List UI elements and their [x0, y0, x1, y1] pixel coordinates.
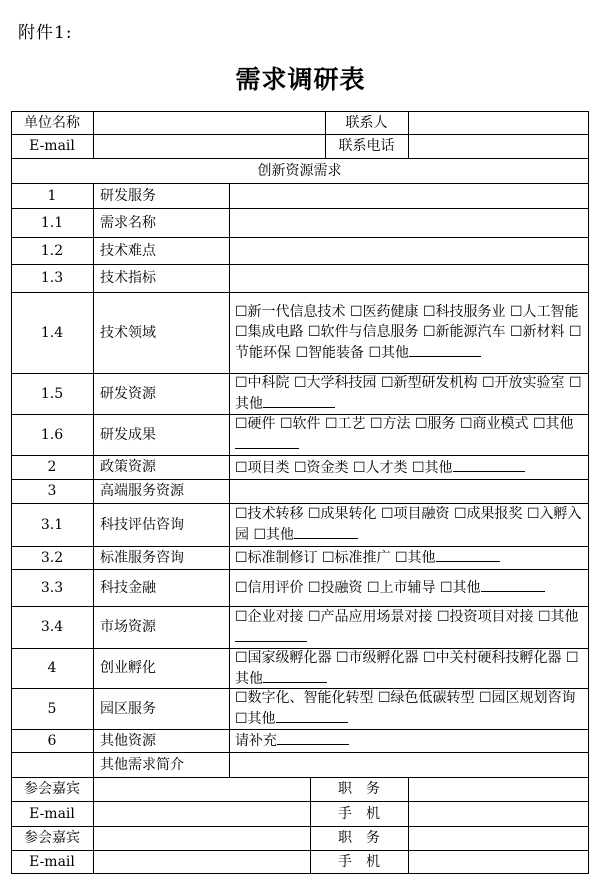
- row-options[interactable]: ☐国家级孵化器 ☐市级孵化器 ☐中关村硬科技孵化器 ☐其他: [235, 649, 579, 687]
- table-rule: [588, 292, 589, 373]
- row-content[interactable]: [229, 752, 588, 777]
- row-number: 1.6: [40, 426, 64, 443]
- table-rule: [588, 688, 589, 729]
- row-number: 6: [47, 732, 57, 749]
- row-number: 1.1: [40, 214, 64, 231]
- row-content[interactable]: [229, 569, 588, 606]
- row-content[interactable]: [229, 373, 588, 414]
- row-label: 需求名称: [100, 214, 156, 231]
- row-label: 其他资源: [100, 732, 156, 749]
- row-content[interactable]: [229, 503, 588, 546]
- row-label: 研发服务: [100, 187, 156, 204]
- row-number: 4: [47, 660, 57, 676]
- row-label: 科技金融: [100, 579, 156, 596]
- row-options[interactable]: 请补充: [235, 730, 349, 751]
- row-label: 技术难点: [100, 242, 156, 259]
- guest-field[interactable]: [93, 801, 310, 826]
- table-rule: [588, 648, 589, 688]
- row-content[interactable]: [229, 479, 588, 503]
- row-options[interactable]: ☐新一代信息技术 ☐医药健康 ☐科技服务业 ☐人工智能 ☐集成电路 ☐软件与信息服务 ☐新能源汽车 ☐新材料 ☐节能环保 ☐智能装备 ☐其他: [235, 304, 582, 361]
- post-field[interactable]: [408, 850, 588, 873]
- fill-in-blank[interactable]: [263, 668, 327, 683]
- row-number: 1.4: [40, 324, 64, 341]
- post-label: 手 机: [338, 805, 380, 822]
- page-title: 需求调研表: [235, 65, 366, 94]
- table-rule: [588, 606, 589, 648]
- row-number: 3: [47, 483, 57, 499]
- post-field[interactable]: [408, 777, 588, 801]
- row-content[interactable]: [229, 648, 588, 688]
- row-content[interactable]: [229, 546, 588, 569]
- contact-label: 联系人: [345, 114, 388, 131]
- post-field[interactable]: [408, 801, 588, 826]
- table-rule: [588, 729, 589, 752]
- table-rule: [588, 546, 589, 569]
- post-label: 职 务: [338, 781, 380, 797]
- row-label: 技术指标: [100, 270, 156, 286]
- row-content[interactable]: [229, 292, 588, 373]
- row-number: 3.2: [40, 549, 64, 566]
- fill-in-blank[interactable]: [436, 547, 500, 562]
- row-content[interactable]: [229, 264, 588, 292]
- row-content[interactable]: [229, 414, 588, 455]
- row-options[interactable]: ☐硬件 ☐软件 ☐工艺 ☐方法 ☐服务 ☐商业模式 ☐其他: [235, 414, 582, 455]
- row-options[interactable]: ☐标准制修订 ☐标准推广 ☐其他: [235, 547, 500, 568]
- row-number: 2: [47, 459, 57, 475]
- table-rule: [588, 503, 589, 546]
- email-label: E-mail: [29, 138, 75, 154]
- guest-label: E-mail: [29, 805, 75, 822]
- table-rule: [588, 826, 589, 850]
- phone-field[interactable]: [408, 134, 588, 158]
- guest-field[interactable]: [93, 850, 310, 873]
- table-rule: [588, 777, 589, 801]
- row-number: 3.1: [40, 516, 64, 533]
- table-rule: [588, 569, 589, 606]
- row-options[interactable]: ☐数字化、智能化转型 ☐绿色低碳转型 ☐园区规划咨询 ☐其他: [235, 690, 576, 727]
- table-rule: [588, 752, 589, 777]
- row-content[interactable]: [229, 688, 588, 729]
- row-content[interactable]: [229, 183, 588, 208]
- row-number: 3.4: [40, 619, 64, 635]
- row-label: 技术领域: [100, 324, 156, 341]
- row-label: 研发成果: [100, 426, 156, 443]
- row-options[interactable]: ☐项目类 ☐资金类 ☐人才类 ☐其他: [235, 457, 525, 478]
- attachment-label: 附件1:: [18, 23, 73, 43]
- table-rule: [588, 373, 589, 414]
- row-options[interactable]: ☐中科院 ☐大学科技园 ☐新型研发机构 ☐开放实验室 ☐其他: [235, 375, 582, 412]
- row-label: 政策资源: [100, 459, 156, 475]
- guest-label: 参会嘉宾: [24, 781, 80, 797]
- row-number: 1.5: [40, 385, 64, 402]
- row-label: 高端服务资源: [100, 483, 184, 499]
- email-field[interactable]: [93, 134, 325, 158]
- fill-in-blank[interactable]: [294, 524, 358, 539]
- row-options[interactable]: ☐信用评价 ☐投融资 ☐上市辅导 ☐其他: [235, 577, 545, 598]
- row-label: 科技评估咨询: [100, 516, 184, 533]
- row-label: 其他需求简介: [100, 756, 184, 773]
- fill-in-blank[interactable]: [235, 627, 307, 642]
- fill-in-blank[interactable]: [409, 342, 481, 357]
- row-number: 1.2: [40, 242, 64, 259]
- row-number: 5: [47, 700, 57, 717]
- guest-field[interactable]: [93, 777, 310, 801]
- contact-field[interactable]: [408, 111, 588, 134]
- table-rule: [588, 801, 589, 826]
- row-number: 1: [47, 187, 57, 204]
- post-field[interactable]: [408, 826, 588, 850]
- post-label: 手 机: [338, 853, 380, 870]
- row-options[interactable]: ☐企业对接 ☐产品应用场景对接 ☐投资项目对接 ☐其他: [235, 607, 582, 648]
- guest-label: E-mail: [29, 853, 75, 870]
- row-content[interactable]: [229, 237, 588, 264]
- row-label: 研发资源: [100, 385, 156, 402]
- post-label: 职 务: [338, 830, 380, 846]
- row-number: 1.3: [40, 270, 64, 286]
- table-rule: [588, 414, 589, 455]
- fill-in-blank[interactable]: [453, 457, 525, 472]
- row-content[interactable]: [229, 729, 588, 752]
- fill-in-blank[interactable]: [263, 393, 335, 408]
- row-label: 创业孵化: [100, 660, 156, 676]
- row-content[interactable]: [229, 455, 588, 479]
- fill-in-blank[interactable]: [481, 577, 545, 592]
- table-rule: [588, 237, 589, 264]
- row-options[interactable]: ☐技术转移 ☐成果转化 ☐项目融资 ☐成果报奖 ☐入孵入园 ☐其他: [235, 506, 582, 543]
- phone-label: 联系电话: [338, 138, 395, 154]
- row-content[interactable]: [229, 606, 588, 648]
- row-label: 园区服务: [100, 700, 156, 717]
- row-number: [11, 752, 93, 777]
- unit-name-label: 单位名称: [24, 114, 80, 131]
- unit-name-field[interactable]: [93, 111, 325, 134]
- table-rule: [588, 208, 589, 237]
- table-rule: [588, 111, 589, 183]
- table-rule: [11, 873, 589, 874]
- fill-in-blank[interactable]: [235, 434, 299, 449]
- row-label: 市场资源: [100, 619, 156, 635]
- row-content[interactable]: [229, 208, 588, 237]
- guest-label: 参会嘉宾: [24, 830, 80, 846]
- table-rule: [588, 850, 589, 873]
- section-title: 创新资源需求: [257, 162, 342, 179]
- row-number: 3.3: [40, 579, 64, 596]
- table-rule: [588, 183, 589, 208]
- fill-in-blank[interactable]: [277, 730, 349, 745]
- guest-field[interactable]: [93, 826, 310, 850]
- table-rule: [588, 455, 589, 479]
- table-rule: [588, 264, 589, 292]
- row-label: 标准服务咨询: [100, 549, 184, 566]
- fill-in-blank[interactable]: [276, 708, 348, 723]
- table-rule: [588, 479, 589, 503]
